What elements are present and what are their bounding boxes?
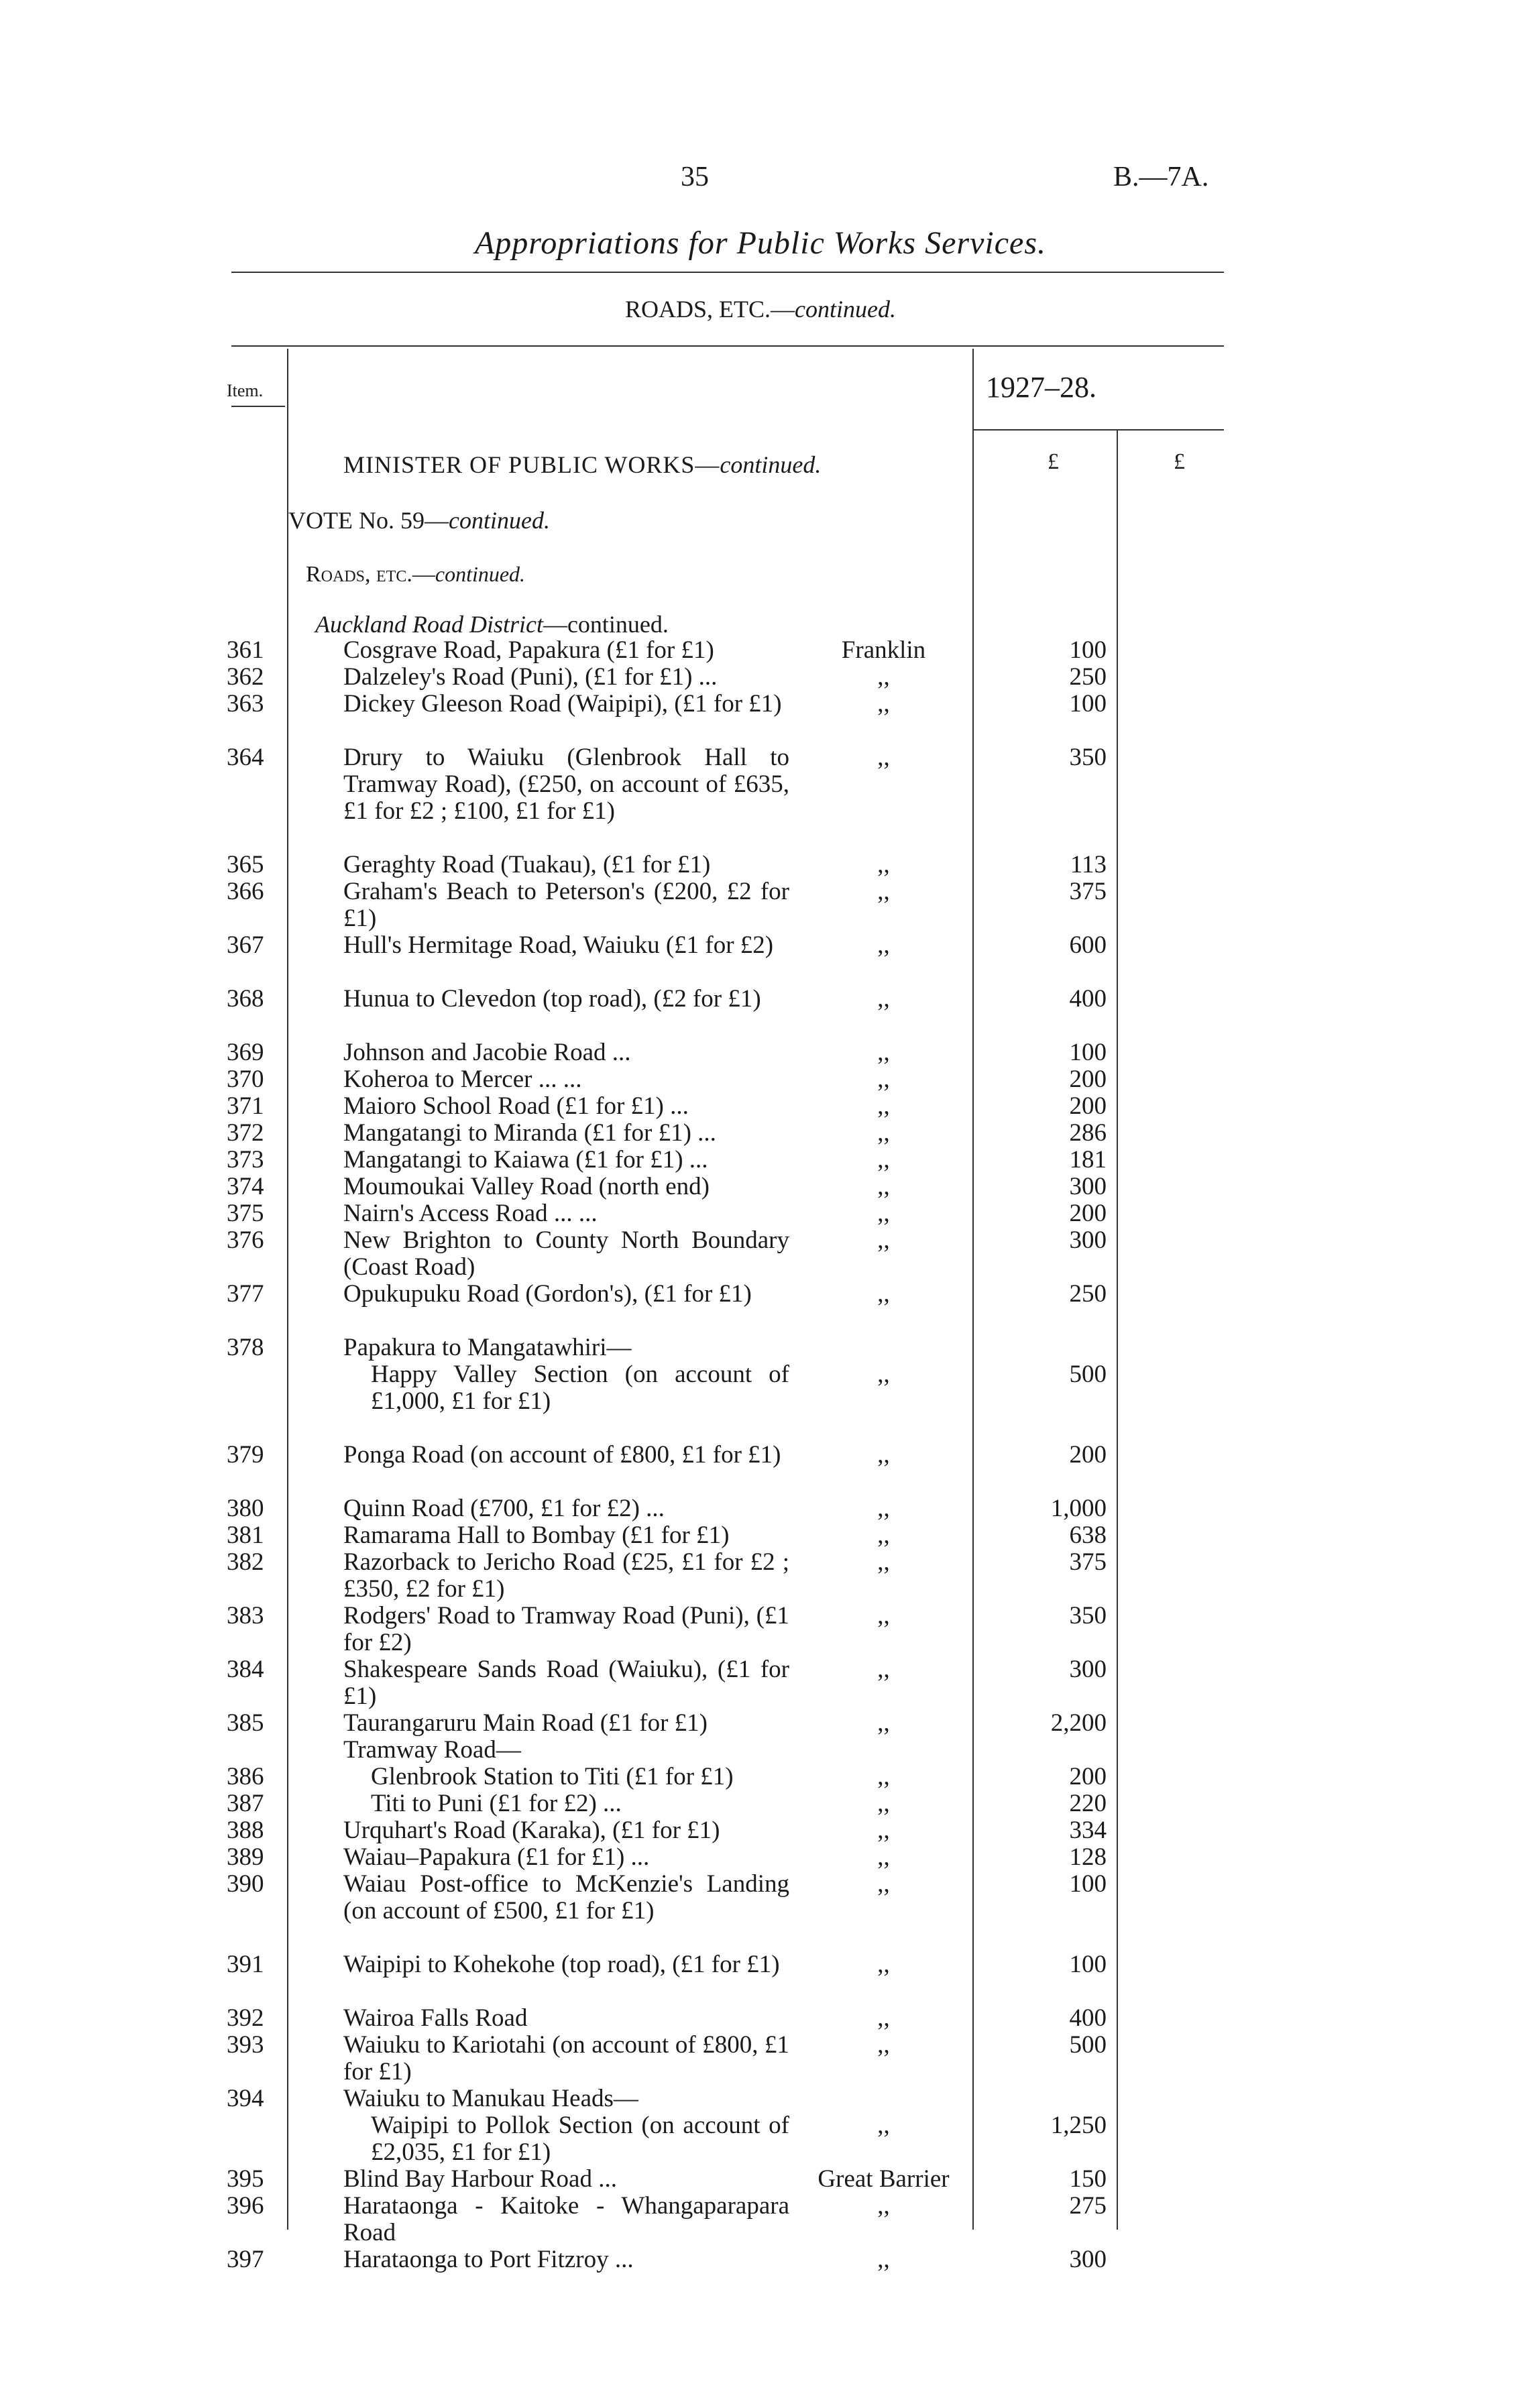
item-description	[343, 664, 789, 691]
amount: 375	[1069, 1548, 1107, 1576]
electorate: ,,	[877, 1763, 890, 1790]
minister-heading-main: MINISTER OF PUBLIC WORKS—	[343, 451, 720, 478]
district-heading-continued: —continued.	[543, 611, 669, 638]
item-number: 380	[227, 1495, 264, 1522]
electorate: ,,	[877, 931, 890, 959]
description-text: Shakespeare Sands Road (Waiuku), (£1 for £1)	[343, 1656, 789, 1710]
item-description	[343, 1710, 789, 1737]
item-description	[343, 1522, 789, 1549]
item-description	[343, 1764, 789, 1790]
item-number: 376	[227, 1226, 264, 1254]
amount: 200	[1069, 1200, 1107, 1227]
amount: 600	[1069, 931, 1107, 959]
electorate: ,,	[877, 1039, 890, 1066]
amount: 400	[1069, 985, 1107, 1013]
item-number: 381	[227, 1522, 264, 1549]
year-header: 1927–28.	[986, 371, 1096, 404]
amount: 220	[1069, 1790, 1107, 1817]
item-description	[343, 2085, 789, 2112]
item-number: 373	[227, 1146, 264, 1173]
amount: 286	[1069, 1119, 1107, 1147]
amount: 350	[1069, 1602, 1107, 1629]
amount: 1,000	[1050, 1495, 1107, 1522]
item-column-header: Item.	[227, 381, 264, 400]
electorate: Franklin	[841, 636, 926, 664]
section-heading-main: ROADS, ETC.—	[625, 296, 795, 323]
electorate: ,,	[877, 2112, 890, 2139]
item-description	[343, 1495, 789, 1522]
item-description	[343, 1817, 789, 1844]
item-number: 395	[227, 2165, 264, 2193]
description-text: Geraghty Road (Tuakau), (£1 for £1)	[343, 851, 711, 878]
electorate: ,,	[877, 744, 890, 771]
electorate: ,,	[877, 1951, 890, 1978]
amount: 500	[1069, 2031, 1107, 2059]
description-column-rule	[972, 349, 974, 2230]
description-text: Moumoukai Valley Road (north end)	[343, 1173, 710, 1200]
description-text: Papakura to Mangatawhiri—	[343, 1334, 632, 1361]
amount: 100	[1069, 1870, 1107, 1898]
description-text: Rodgers' Road to Tramway Road (Puni), (£1 for £2)	[343, 1602, 789, 1656]
item-number: 369	[227, 1039, 264, 1066]
item-number: 375	[227, 1200, 264, 1227]
item-description	[343, 1334, 789, 1415]
amount: 100	[1069, 636, 1107, 664]
item-number: 363	[227, 690, 264, 718]
electorate: ,,	[877, 1066, 890, 1093]
amount: 100	[1069, 1951, 1107, 1978]
item-description	[343, 1790, 789, 1817]
item-description	[343, 1120, 789, 1147]
item-description	[343, 1147, 789, 1173]
item-description	[343, 691, 789, 718]
amount: 400	[1069, 2004, 1107, 2032]
electorate: ,,	[877, 1870, 890, 1898]
item-number: 392	[227, 2004, 264, 2032]
section-heading	[0, 295, 1521, 323]
item-number: 382	[227, 1548, 264, 1576]
item-number: 386	[227, 1763, 264, 1790]
amount: 200	[1069, 1066, 1107, 1093]
item-number: 367	[227, 931, 264, 959]
item-number: 396	[227, 2192, 264, 2220]
electorate: ,,	[877, 1656, 890, 1683]
amount: 375	[1069, 878, 1107, 905]
page-title: Appropriations for Public Works Services.	[474, 225, 1047, 261]
item-description	[343, 852, 789, 878]
item-number: 361	[227, 636, 264, 664]
sub-description-text: Happy Valley Section (on account of £1,000, £1 for £1)	[371, 1361, 789, 1415]
item-number: 364	[227, 744, 264, 771]
electorate: ,,	[877, 851, 890, 878]
description-text: Dalzeley's Road (Puni), (£1 for £1) ...	[343, 663, 718, 691]
minister-heading-continued: continued.	[720, 451, 822, 478]
description-text: Mangatangi to Miranda (£1 for £1) ...	[343, 1119, 716, 1147]
amount: 100	[1069, 690, 1107, 718]
description-text: Tramway Road—	[343, 1736, 521, 1764]
vote-heading-main: VOTE No. 59—	[288, 507, 449, 534]
electorate: ,,	[877, 690, 890, 718]
item-number: 397	[227, 2246, 264, 2273]
amount: 300	[1069, 1173, 1107, 1200]
description-text: Cosgrave Road, Papakura (£1 for £1)	[343, 636, 714, 664]
item-number: 368	[227, 985, 264, 1013]
description-text: Ramarama Hall to Bombay (£1 for £1)	[343, 1522, 730, 1549]
description-text: Taurangaruru Main Road (£1 for £1)	[343, 1709, 708, 1737]
amount: 1,250	[1050, 2112, 1107, 2139]
description-text: Maioro School Road (£1 for £1) ...	[343, 1092, 689, 1120]
amount: 2,200	[1050, 1709, 1107, 1737]
description-text: Blind Bay Harbour Road ...	[343, 2165, 617, 2193]
year-header-rule	[972, 429, 1224, 431]
item-description	[343, 2193, 789, 2246]
electorate: Great Barrier	[818, 2165, 950, 2193]
amount: 113	[1070, 851, 1107, 878]
electorate: ,,	[877, 878, 890, 905]
electorate: ,,	[877, 1226, 890, 1254]
item-description	[343, 744, 789, 825]
electorate: ,,	[877, 2031, 890, 2059]
electorate: ,,	[877, 1146, 890, 1173]
item-description	[343, 1173, 789, 1200]
item-number: 383	[227, 1602, 264, 1629]
description-text: Waiau Post-office to McKenzie's Landing (on account of £500, £1 for £1)	[343, 1870, 789, 1925]
electorate: ,,	[877, 985, 890, 1013]
description-text: Waiau–Papakura (£1 for £1) ...	[343, 1843, 650, 1871]
description-text: Nairn's Access Road ... ...	[343, 1200, 598, 1227]
district-heading-main: Auckland Road District	[315, 611, 543, 638]
description-text: Johnson and Jacobie Road ...	[343, 1039, 631, 1066]
item-number: 371	[227, 1092, 264, 1120]
item-description	[343, 1549, 789, 1603]
item-description	[343, 1442, 789, 1469]
amount: 250	[1069, 663, 1107, 691]
document-reference: B.—7A.	[1113, 162, 1209, 192]
item-description	[343, 2005, 789, 2032]
item-number: 379	[227, 1441, 264, 1469]
item-description	[343, 1603, 789, 1656]
description-text: Waiuku to Manukau Heads—	[343, 2085, 638, 2112]
amount: 100	[1069, 1039, 1107, 1066]
amount: 128	[1069, 1843, 1107, 1871]
description-text: Wairoa Falls Road	[343, 2004, 528, 2032]
item-number: 384	[227, 1656, 264, 1683]
electorate: ,,	[877, 2004, 890, 2032]
electorate: ,,	[877, 1843, 890, 1871]
electorate: ,,	[877, 2192, 890, 2220]
item-number: 374	[227, 1173, 264, 1200]
item-number: 372	[227, 1119, 264, 1147]
sub-description-text: Titi to Puni (£1 for £2) ...	[371, 1790, 622, 1817]
item-description	[343, 878, 789, 932]
roads-heading-main: Roads, etc.—	[306, 562, 435, 587]
electorate: ,,	[877, 1119, 890, 1147]
item-description	[343, 1093, 789, 1120]
electorate: ,,	[877, 1709, 890, 1737]
currency-header-1: £	[1048, 449, 1059, 474]
description-text: Razorback to Jericho Road (£25, £1 for £2 ; £350, £2 for £1)	[343, 1548, 789, 1603]
description-text: Dickey Gleeson Road (Waipipi), (£1 for £1)	[343, 690, 782, 718]
description-text: Graham's Beach to Peterson's (£200, £2 for £1)	[343, 878, 789, 932]
description-text: Waiuku to Kariotahi (on account of £800, £1 for £1)	[343, 2031, 789, 2085]
amount: 150	[1069, 2165, 1107, 2193]
vote-heading-continued: continued.	[448, 507, 550, 534]
description-text: Ponga Road (on account of £800, £1 for £1)	[343, 1441, 781, 1469]
item-description	[343, 637, 789, 664]
amount: 181	[1069, 1146, 1107, 1173]
vote-heading	[288, 506, 550, 534]
item-description	[343, 2166, 789, 2193]
item-description	[343, 1281, 789, 1308]
sub-description-text: Glenbrook Station to Titi (£1 for £1)	[371, 1763, 734, 1790]
amount: 250	[1069, 1280, 1107, 1308]
amount: 500	[1069, 1361, 1107, 1388]
description-text: Hunua to Clevedon (top road), (£2 for £1)	[343, 985, 761, 1013]
electorate: ,,	[877, 1361, 890, 1388]
item-number: 370	[227, 1066, 264, 1093]
amount: 200	[1069, 1092, 1107, 1120]
amount: 275	[1069, 2192, 1107, 2220]
electorate: ,,	[877, 1280, 890, 1308]
description-text: New Brighton to County North Boundary (Coast Road)	[343, 1226, 789, 1281]
description-text: Waipipi to Kohekohe (top road), (£1 for £1)	[343, 1951, 780, 1978]
electorate: ,,	[877, 663, 890, 691]
item-number: 366	[227, 878, 264, 905]
description-text: Hull's Hermitage Road, Waiuku (£1 for £2)	[343, 931, 774, 959]
item-number: 388	[227, 1817, 264, 1844]
electorate: ,,	[877, 1173, 890, 1200]
item-number: 387	[227, 1790, 264, 1817]
electorate: ,,	[877, 1200, 890, 1227]
description-text: Harataonga - Kaitoke - Whangaparapara Road	[343, 2192, 789, 2246]
item-number: 385	[227, 1709, 264, 1737]
item-description	[343, 1656, 789, 1710]
item-number: 393	[227, 2031, 264, 2059]
amount: 350	[1069, 744, 1107, 771]
item-number: 389	[227, 1843, 264, 1871]
section-heading-continued: continued.	[795, 296, 896, 323]
description-text: Quinn Road (£700, £1 for £2) ...	[343, 1495, 665, 1522]
item-description	[343, 1039, 789, 1066]
electorate: ,,	[877, 1495, 890, 1522]
item-description	[343, 2112, 789, 2166]
item-column-rule	[287, 349, 288, 2230]
item-description	[343, 986, 789, 1013]
item-description	[343, 2032, 789, 2085]
amount: 200	[1069, 1763, 1107, 1790]
district-heading	[315, 610, 669, 638]
currency-header-2: £	[1174, 449, 1185, 474]
item-description	[343, 1200, 789, 1227]
item-description	[343, 1066, 789, 1093]
electorate: ,,	[877, 1548, 890, 1576]
amount: 200	[1069, 1441, 1107, 1469]
item-description	[343, 1871, 789, 1925]
item-number: 377	[227, 1280, 264, 1308]
item-number: 394	[227, 2085, 264, 2112]
item-description	[343, 1951, 789, 1978]
item-number: 378	[227, 1334, 264, 1361]
sub-description-text: Waipipi to Pollok Section (on account of £2,035, £1 for £1)	[371, 2112, 789, 2166]
title-rule	[231, 272, 1224, 273]
electorate: ,,	[877, 1441, 890, 1469]
item-description	[343, 1737, 789, 1764]
description-text: Koheroa to Mercer ... ...	[343, 1066, 582, 1093]
description-text: Mangatangi to Kaiawa (£1 for £1) ...	[343, 1146, 708, 1173]
amount: 334	[1069, 1817, 1107, 1844]
amount: 638	[1069, 1522, 1107, 1549]
description-text: Harataonga to Port Fitzroy ...	[343, 2246, 634, 2273]
item-header-rule	[231, 406, 285, 407]
amount: 300	[1069, 2246, 1107, 2273]
electorate: ,,	[877, 1817, 890, 1844]
item-description	[343, 2246, 789, 2273]
roads-heading-continued: continued.	[435, 562, 526, 586]
electorate: ,,	[877, 1602, 890, 1629]
electorate: ,,	[877, 1522, 890, 1549]
table-top-rule	[231, 345, 1224, 347]
item-number: 362	[227, 663, 264, 691]
item-description	[343, 1227, 789, 1281]
description-text: Drury to Waiuku (Glenbrook Hall to Tramway Road), (£250, on account of £635, £1 for £2 ; £100, £1 for £1)	[343, 744, 789, 825]
amount: 300	[1069, 1226, 1107, 1254]
electorate: ,,	[877, 2246, 890, 2273]
page-number: 35	[681, 162, 709, 192]
amount: 300	[1069, 1656, 1107, 1683]
description-text: Urquhart's Road (Karaka), (£1 for £1)	[343, 1817, 720, 1844]
item-number: 391	[227, 1951, 264, 1978]
roads-heading	[306, 562, 525, 587]
electorate: ,,	[877, 1092, 890, 1120]
item-description	[343, 932, 789, 959]
minister-heading	[343, 451, 821, 479]
item-description	[343, 1844, 789, 1871]
electorate: ,,	[877, 1790, 890, 1817]
description-text: Opukupuku Road (Gordon's), (£1 for £1)	[343, 1280, 752, 1308]
amount-column-rule	[1117, 429, 1118, 2230]
item-number: 365	[227, 851, 264, 878]
item-number: 390	[227, 1870, 264, 1898]
